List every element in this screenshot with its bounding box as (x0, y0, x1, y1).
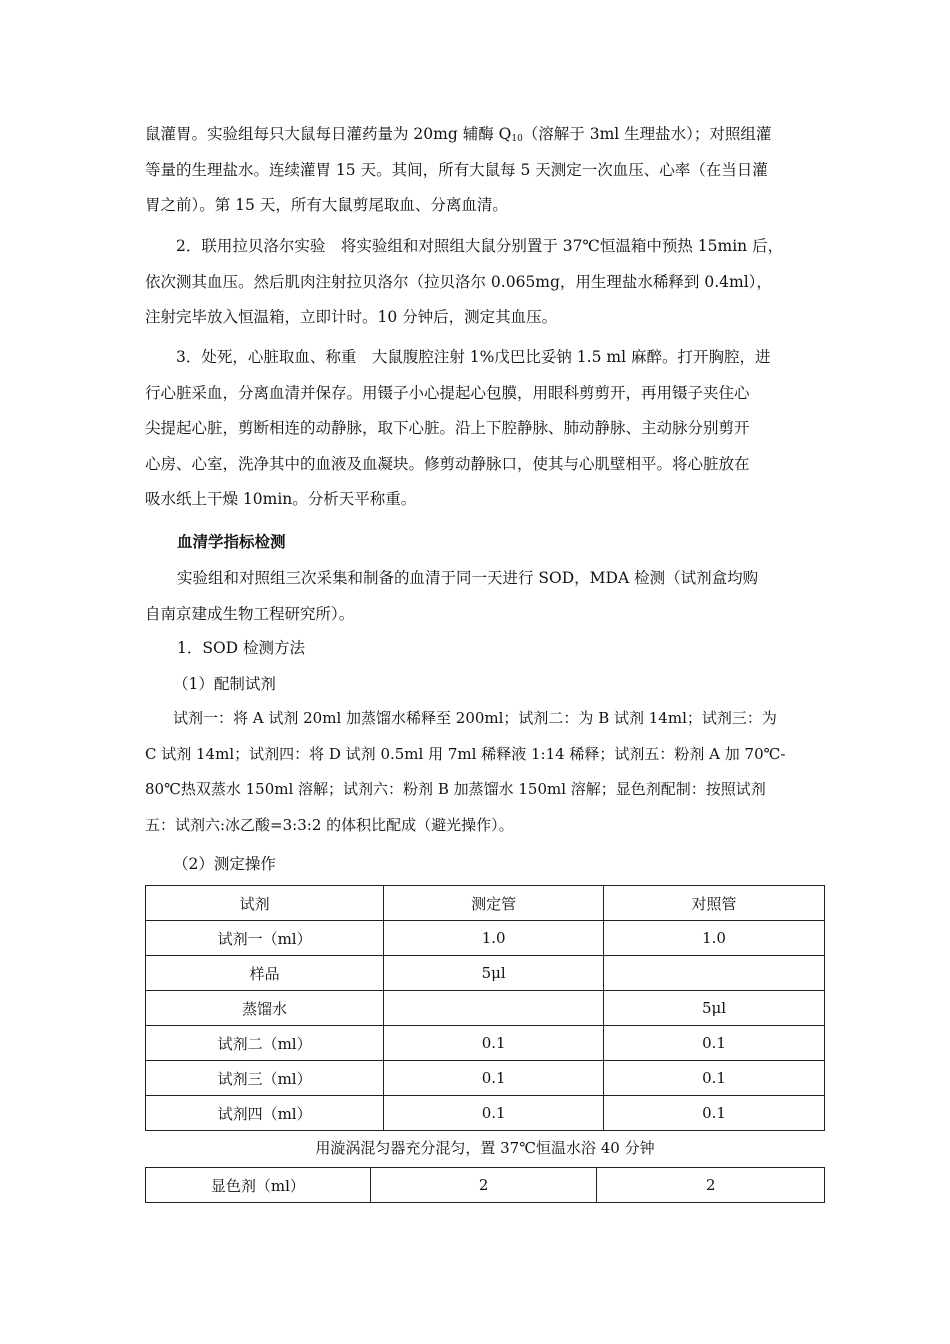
paragraph-reagents (145, 701, 825, 843)
table-note: 用漩涡混匀器充分混匀，置 37℃恒温水浴 40 分钟 (315, 1139, 655, 1157)
sod-method-title: 1．SOD 检测方法 (177, 639, 306, 657)
section-heading: 血清学指标检测 (177, 532, 286, 551)
text-line: 注射完毕放入恒温箱，立即计时。10 分钟后，测定其血压。 (145, 308, 558, 326)
text-line: 自南京建成生物工程研究所）。 (145, 604, 355, 623)
text-line: 胃之前）。第 15 天，所有大鼠剪尾取血、分离血清。 (145, 196, 508, 214)
table-row (146, 1061, 825, 1096)
text-line: 2．联用拉贝洛尔实验 将实验组和对照组大鼠分别置于 37℃恒温箱中预热 15min 后， (176, 237, 784, 255)
table-cell: 试剂一（ml） (146, 921, 384, 956)
table-header-cell: 试剂 (146, 886, 384, 921)
table-cell (604, 956, 825, 991)
table-cell: 2 (597, 1168, 825, 1203)
sod-table-continued (145, 1167, 825, 1203)
text-line: 五：试剂六:冰乙酸=3:3:2 的体积比配成（避光操作）。 (145, 815, 514, 834)
table-cell: 试剂四（ml） (146, 1096, 384, 1131)
table-cell: 2 (370, 1168, 597, 1203)
table-row (146, 921, 825, 956)
table-row (146, 956, 825, 991)
table-header-cell: 测定管 (384, 886, 604, 921)
table-header-cell: 对照管 (604, 886, 825, 921)
table-cell: 样品 (146, 956, 384, 991)
text-line: 行心脏采血，分离血清并保存。用镊子小心提起心包膜，用眼科剪剪开，再用镊子夹住心 (145, 383, 750, 402)
table-cell: 0.1 (384, 1026, 604, 1061)
table-cell: 1.0 (604, 921, 825, 956)
text-line: 等量的生理盐水。连续灌胃 15 天。其间，所有大鼠每 5 天测定一次血压、心率（在当日灌 (145, 160, 768, 179)
paragraph-sacrifice (145, 340, 825, 518)
table-cell: 0.1 (384, 1061, 604, 1096)
table-row (146, 1096, 825, 1131)
table-cell: 显色剂（ml） (146, 1168, 371, 1203)
text-line: 心房、心室，洗净其中的血液及血凝块。修剪动静脉口，使其与心肌壁相平。将心脏放在 (145, 454, 750, 473)
table-cell: 5μl (384, 956, 604, 991)
table-cell: 0.1 (384, 1096, 604, 1131)
text-line: 鼠灌胃。实验组每只大鼠每日灌药量为 20mg 辅酶 $Q_{10}$（溶解于 3ml 生理盐水）；对照组灌 (145, 125, 772, 144)
table-cell: 蒸馏水 (146, 991, 384, 1026)
table-cell: 0.1 (604, 1096, 825, 1131)
subsection-reagents: （1）配制试剂 (173, 675, 276, 693)
table-cell: 试剂二（ml） (146, 1026, 384, 1061)
table-cell: 5μl (604, 991, 825, 1026)
table-cell: 试剂三（ml） (146, 1061, 384, 1096)
table-cell: 1.0 (384, 921, 604, 956)
paragraph-labetalol (145, 229, 825, 336)
table-cell (384, 991, 604, 1026)
text-line: 吸水纸上干燥 10min。分析天平称重。 (145, 490, 417, 508)
text-line: C 试剂 14ml；试剂四：将 D 试剂 0.5ml 用 7ml 稀释液 1:14 稀释；试剂五：粉剂 A 加 70℃- (145, 744, 786, 763)
table-row (146, 1026, 825, 1061)
text-line: 试剂一：将 A 试剂 20ml 加蒸馏水稀释至 200ml；试剂二：为 B 试剂 14ml；试剂三：为 (173, 709, 777, 727)
table-cell: 0.1 (604, 1061, 825, 1096)
table-header-row (146, 886, 825, 921)
text-line: 尖提起心脏，剪断相连的动静脉，取下心脏。沿上下腔静脉、肺动静脉、主动脉分别剪开 (145, 419, 750, 437)
paragraph-gavage (145, 117, 825, 224)
subsection-operation: （2）测定操作 (173, 855, 276, 873)
table-row (146, 991, 825, 1026)
text-line: 实验组和对照组三次采集和制备的血清于同一天进行 SOD，MDA 检测（试剂盒均购 (177, 569, 759, 587)
text-line: 80℃热双蒸水 150ml 溶解；试剂六：粉剂 B 加蒸馏水 150ml 溶解；显色剂配制：按照试剂 (145, 780, 766, 798)
table-cell: 0.1 (604, 1026, 825, 1061)
sod-table (145, 885, 825, 1131)
subscript: 10 (511, 134, 523, 144)
table-row (146, 1168, 825, 1203)
paragraph-serum (145, 561, 825, 632)
text-line: 3．处死，心脏取血、称重 大鼠腹腔注射 1%戊巴比妥钠 1.5 ml 麻醉。打开胸腔，进 (176, 348, 771, 366)
text-line: 依次测其血压。然后肌肉注射拉贝洛尔（拉贝洛尔 0.065mg，用生理盐水稀释到 0.4ml）， (145, 272, 772, 291)
